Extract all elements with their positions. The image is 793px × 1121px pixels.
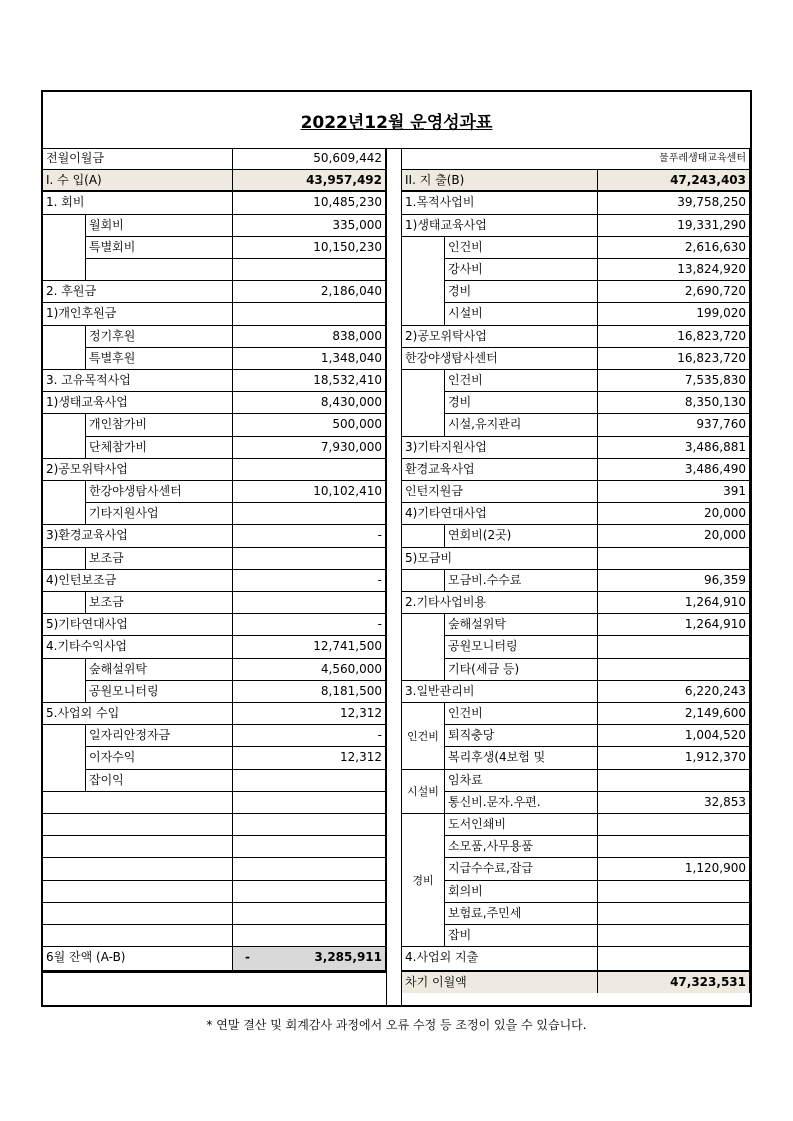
- expense-row-label: 연회비(2곳): [445, 525, 598, 548]
- expense-row-label: 회의비: [445, 881, 598, 903]
- expense-row-label: 5)모금비: [402, 548, 598, 570]
- income-row-value: 10,485,230: [233, 192, 386, 215]
- expense-row-value: 16,823,720: [598, 348, 750, 370]
- empty-cell: [43, 858, 233, 881]
- expense-row-value: 96,359: [598, 570, 750, 592]
- expense-row-value: 199,020: [598, 303, 750, 326]
- nonop-value: [598, 947, 750, 972]
- income-row-value: [233, 459, 386, 481]
- expense-row-label: 도서인쇄비: [445, 814, 598, 836]
- income-row-label: 2. 후원금: [43, 281, 233, 303]
- empty-cell: [233, 836, 386, 858]
- income-row-label: 공원모니터링: [86, 681, 233, 703]
- income-row-label: 잡이익: [86, 770, 233, 792]
- empty-cell: [43, 836, 233, 858]
- income-row-label: 보조금: [86, 548, 233, 570]
- expense-row-label: 강사비: [445, 259, 598, 281]
- income-row-label: 개인참가비: [86, 414, 233, 437]
- expense-row-value: 1,120,900: [598, 858, 750, 881]
- operating-report-table: [41, 90, 752, 1007]
- indent-spacer: [43, 414, 86, 459]
- income-row-value: [233, 503, 386, 525]
- indent-spacer: [43, 725, 86, 792]
- income-row-value: [233, 770, 386, 792]
- group-expenses: 경비: [402, 814, 445, 947]
- expense-row-label: 복리후생(4보험 및: [445, 747, 598, 770]
- income-row-value: [233, 259, 386, 281]
- empty-cell: [233, 925, 386, 947]
- expense-row-value: [598, 636, 750, 659]
- income-row-label: 특별후원: [86, 348, 233, 370]
- expense-row-value: 3,486,490: [598, 459, 750, 481]
- income-row-value: 12,312: [233, 747, 386, 770]
- expense-row-value: [598, 925, 750, 947]
- expense-row-value: 2,149,600: [598, 703, 750, 725]
- income-row-value: -: [233, 725, 386, 747]
- expense-row-value: 1,004,520: [598, 725, 750, 747]
- column-divider: [386, 148, 402, 1005]
- indent-spacer: [402, 370, 445, 437]
- expense-row-value: 19,331,290: [598, 215, 750, 237]
- expense-row-value: [598, 814, 750, 836]
- next-carryover-label: 차기 이월액: [402, 972, 598, 993]
- expense-row-label: 2.기타사업비용: [402, 592, 598, 614]
- expense-row-value: 2,616,630: [598, 237, 750, 259]
- expense-row-value: 13,824,920: [598, 259, 750, 281]
- indent-spacer: [43, 659, 86, 703]
- expense-row-label: 시설,유지관리: [445, 414, 598, 437]
- income-row-label: 1)생태교육사업: [43, 392, 233, 414]
- balance-value: [233, 947, 386, 972]
- expense-row-value: 20,000: [598, 525, 750, 548]
- indent-spacer: [402, 614, 445, 681]
- income-row-label: [86, 259, 233, 281]
- expense-row-label: 인건비: [445, 237, 598, 259]
- income-row-value: 12,312: [233, 703, 386, 725]
- expense-row-label: 1)생태교육사업: [402, 215, 598, 237]
- expense-row-value: 20,000: [598, 503, 750, 525]
- indent-spacer: [43, 326, 86, 370]
- empty-cell: [43, 814, 233, 836]
- expense-header-label: II. 지 출(B): [402, 170, 598, 192]
- income-row-label: 5.사업외 수입: [43, 703, 233, 725]
- indent-spacer: [43, 548, 86, 570]
- expense-row-value: [598, 881, 750, 903]
- income-row-label: 기타지원사업: [86, 503, 233, 525]
- income-row-label: 보조금: [86, 592, 233, 614]
- expense-row-value: 8,350,130: [598, 392, 750, 414]
- expense-row-label: 통신비.문자.우편.: [445, 792, 598, 814]
- group-facility: 시설비: [402, 770, 445, 814]
- income-row-value: -: [233, 570, 386, 592]
- expense-row-value: 16,823,720: [598, 326, 750, 348]
- indent-spacer: [402, 525, 445, 548]
- income-row-value: 335,000: [233, 215, 386, 237]
- carryover-value: 50,609,442: [233, 148, 386, 170]
- expense-row-label: 경비: [445, 392, 598, 414]
- expense-row-label: 환경교육사업: [402, 459, 598, 481]
- income-row-label: 한강야생탐사센터: [86, 481, 233, 503]
- income-row-value: 10,150,230: [233, 237, 386, 259]
- income-row-label: 5)기타연대사업: [43, 614, 233, 636]
- empty-cell: [233, 881, 386, 903]
- income-row-label: 3)환경교육사업: [43, 525, 233, 548]
- income-header-value: 43,957,492: [233, 170, 386, 192]
- balance-label: 6월 잔액 (A-B): [43, 947, 233, 972]
- indent-spacer: [43, 481, 86, 525]
- income-row-label: 1. 회비: [43, 192, 233, 215]
- indent-spacer: [402, 237, 445, 326]
- income-row-value: 7,930,000: [233, 437, 386, 459]
- expense-row-value: 1,912,370: [598, 747, 750, 770]
- expense-row-label: 인건비: [445, 703, 598, 725]
- income-row-value: 8,430,000: [233, 392, 386, 414]
- expense-row-label: 3.일반관리비: [402, 681, 598, 703]
- expense-row-value: 937,760: [598, 414, 750, 437]
- expense-row-label: 잡비: [445, 925, 598, 947]
- income-row-label: 4.기타수익사업: [43, 636, 233, 659]
- empty-cell: [43, 792, 233, 814]
- title-box: [43, 92, 750, 149]
- expense-row-value: 391: [598, 481, 750, 503]
- empty-cell: [43, 881, 233, 903]
- empty-cell: [233, 814, 386, 836]
- income-row-value: 10,102,410: [233, 481, 386, 503]
- indent-spacer: [43, 592, 86, 614]
- expense-row-label: 경비: [445, 281, 598, 303]
- expense-row-label: 지급수수료,잡급: [445, 858, 598, 881]
- income-row-label: 4)인턴보조금: [43, 570, 233, 592]
- expense-row-value: 6,220,243: [598, 681, 750, 703]
- income-row-label: 특별회비: [86, 237, 233, 259]
- expense-row-value: [598, 548, 750, 570]
- expense-row-label: 인건비: [445, 370, 598, 392]
- income-row-value: 12,741,500: [233, 636, 386, 659]
- expense-row-value: 3,486,881: [598, 437, 750, 459]
- income-row-label: 단체참가비: [86, 437, 233, 459]
- group-personnel: 인건비: [402, 703, 445, 770]
- income-row-label: 정기후원: [86, 326, 233, 348]
- expense-row-value: [598, 836, 750, 858]
- income-row-value: 4,560,000: [233, 659, 386, 681]
- empty-cell: [43, 972, 233, 973]
- nonop-label: 4.사업외 지출: [402, 947, 598, 972]
- empty-cell: [233, 858, 386, 881]
- empty-cell: [233, 903, 386, 925]
- expense-row-value: 32,853: [598, 792, 750, 814]
- expense-row-value: [598, 770, 750, 792]
- income-row-label: 월회비: [86, 215, 233, 237]
- income-row-label: 일자리안정자금: [86, 725, 233, 747]
- organization-name: 물푸레생태교육센터: [402, 148, 750, 170]
- income-row-value: -: [233, 614, 386, 636]
- expense-row-value: 7,535,830: [598, 370, 750, 392]
- balance-sign: -: [245, 950, 250, 964]
- expense-row-label: 모금비.수수료: [445, 570, 598, 592]
- expense-row-value: 39,758,250: [598, 192, 750, 215]
- income-row-label: 3. 고유목적사업: [43, 370, 233, 392]
- expense-row-label: 숲해설위탁: [445, 614, 598, 636]
- expense-row-label: 인턴지원금: [402, 481, 598, 503]
- income-row-label: 1)개인후원금: [43, 303, 233, 326]
- expense-row-label: 기타(세금 등): [445, 659, 598, 681]
- income-row-label: 2)공모위탁사업: [43, 459, 233, 481]
- expense-row-label: 1.목적사업비: [402, 192, 598, 215]
- expense-row-label: 시설비: [445, 303, 598, 326]
- balance-amount: 3,285,911: [314, 950, 382, 964]
- expense-row-value: [598, 903, 750, 925]
- income-row-label: 이자수익: [86, 747, 233, 770]
- expense-row-label: 임차료: [445, 770, 598, 792]
- expense-row-value: 1,264,910: [598, 592, 750, 614]
- indent-spacer: [43, 215, 86, 281]
- income-row-value: [233, 303, 386, 326]
- expense-row-label: 보험료,주민세: [445, 903, 598, 925]
- carryover-label: 전월이월금: [43, 148, 233, 170]
- expense-row-label: 공원모니터링: [445, 636, 598, 659]
- expense-header-value: 47,243,403: [598, 170, 750, 192]
- expense-row-label: 2)공모위탁사업: [402, 326, 598, 348]
- income-row-label: 숲해설위탁: [86, 659, 233, 681]
- empty-cell: [43, 925, 233, 947]
- expense-row-label: 한강야생탐사센터: [402, 348, 598, 370]
- income-row-value: 2,186,040: [233, 281, 386, 303]
- expense-row-label: 퇴직충당: [445, 725, 598, 747]
- income-row-value: 18,532,410: [233, 370, 386, 392]
- income-row-value: [233, 548, 386, 570]
- empty-cell: [233, 792, 386, 814]
- report-title: 2022년12월 운영성과표: [300, 113, 493, 133]
- footnote: * 연말 결산 및 회계감사 과정에서 오류 수정 등 조정이 있을 수 있습니다.: [206, 1018, 587, 1032]
- empty-cell: [233, 972, 386, 973]
- income-row-value: -: [233, 525, 386, 548]
- income-row-value: [233, 592, 386, 614]
- income-row-value: 500,000: [233, 414, 386, 437]
- expense-row-value: 1,264,910: [598, 614, 750, 636]
- empty-cell: [43, 903, 233, 925]
- income-row-value: 8,181,500: [233, 681, 386, 703]
- expense-row-value: [598, 659, 750, 681]
- income-row-value: 838,000: [233, 326, 386, 348]
- indent-spacer: [402, 570, 445, 592]
- expense-row-label: 소모품,사무용품: [445, 836, 598, 858]
- expense-row-value: 2,690,720: [598, 281, 750, 303]
- next-carryover-value: 47,323,531: [598, 972, 750, 993]
- expense-row-label: 3)기타지원사업: [402, 437, 598, 459]
- income-row-value: 1,348,040: [233, 348, 386, 370]
- income-header-label: I. 수 입(A): [43, 170, 233, 192]
- expense-row-label: 4)기타연대사업: [402, 503, 598, 525]
